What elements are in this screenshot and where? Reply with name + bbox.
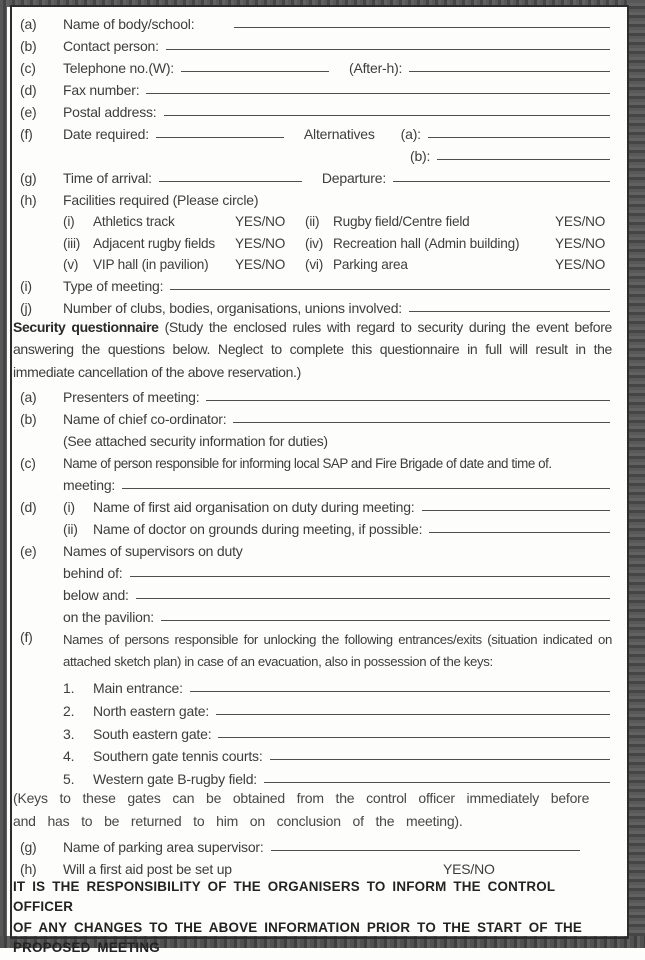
fill-line <box>181 69 329 72</box>
row-gate-north-eastern <box>20 696 612 719</box>
row-first-aid-org <box>20 493 612 515</box>
field-label: Name of first aid organisation on duty during meeting: <box>93 499 415 516</box>
facility-number: (i) <box>63 214 75 230</box>
row-parking-supervisor <box>20 833 612 855</box>
row-contact-person <box>20 32 612 54</box>
item-label: (h) <box>20 192 37 208</box>
yes-no-choice: YES/NO <box>555 257 606 273</box>
field-label: Name of parking area supervisor: <box>63 838 264 855</box>
alternative-b-label: (b): <box>410 148 431 164</box>
item-label: (h) <box>20 860 37 877</box>
fill-line <box>216 712 610 715</box>
item-label: (f) <box>20 629 33 646</box>
fill-line <box>422 508 611 511</box>
field-label: Telephone no.(W): <box>63 60 174 76</box>
facility-number: (vi) <box>305 257 324 273</box>
fill-line <box>409 69 610 72</box>
yes-no-choice: YES/NO <box>443 860 495 877</box>
keys-note-line: and has to be returned to him on conclusion of the meeting). <box>13 812 463 829</box>
row-chief-coordinator <box>20 405 612 427</box>
gate-number: 1. <box>63 680 75 697</box>
row-telephone <box>20 54 612 76</box>
field-label: Name of chief co-ordinator: <box>63 411 227 428</box>
row-coordinator-note <box>20 427 612 449</box>
unlocking-intro: Names of persons responsible for unlocking the following entrances/exits (situation indicated on attached sketch plan) in case of an evacuation, also in possession of the keys: <box>63 632 612 670</box>
fill-line <box>161 618 610 621</box>
yes-no-choice: YES/NO <box>555 235 606 251</box>
fill-line <box>437 157 610 160</box>
gate-label: Main entrance: <box>93 680 183 697</box>
facility-name: Rugby field/Centre field <box>333 214 470 230</box>
fill-line <box>218 735 610 738</box>
gate-number: 2. <box>63 703 75 720</box>
fill-line <box>164 113 611 116</box>
item-label: (c) <box>20 455 36 472</box>
facility-number: (iii) <box>63 235 81 251</box>
fill-line <box>428 135 610 138</box>
fill-line <box>271 848 580 851</box>
field-label: Postal address: <box>63 104 157 120</box>
field-label: Time of arrival: <box>63 170 152 186</box>
security-intro <box>13 316 612 383</box>
item-label: (d) <box>20 499 37 516</box>
fill-line <box>170 287 610 290</box>
item-label: (e) <box>20 543 37 560</box>
gate-number: 4. <box>63 748 75 765</box>
row-number-of-clubs <box>20 294 612 316</box>
row-gate-south-eastern <box>20 719 612 742</box>
form-content <box>13 10 612 959</box>
row-sap-meeting-line <box>20 471 612 493</box>
keys-note-line: (Keys to these gates can be obtained from the control officer immediately before <box>13 790 590 807</box>
responsibility-notice-line: OF ANY CHANGES TO THE ABOVE INFORMATION PRIOR TO THE START OF THE <box>13 919 583 935</box>
duties-note: (See attached security information for duties) <box>63 433 328 450</box>
row-sap-fire-brigade <box>20 449 612 471</box>
fill-line <box>393 179 610 182</box>
gate-label: Western gate B-rugby field: <box>93 771 257 788</box>
facilities-heading: Facilities required (Please circle) <box>63 192 259 208</box>
row-supervisor-behind <box>20 559 612 581</box>
responsibility-notice <box>13 877 614 959</box>
field-label: on the pavilion: <box>63 609 154 626</box>
fill-line <box>190 689 610 692</box>
fill-line <box>159 179 302 182</box>
item-label: (j) <box>20 300 32 317</box>
field-label: Will a first aid post be set up <box>63 860 232 877</box>
yes-no-choice: YES/NO <box>235 257 286 273</box>
row-first-aid-post <box>20 855 612 877</box>
fill-line <box>122 486 610 489</box>
facility-row <box>20 229 612 250</box>
field-label: Fax number: <box>63 82 140 98</box>
responsibility-notice-line: IT IS THE RESPONSIBILITY OF THE ORGANISERS TO INFORM THE CONTROL OFFICER <box>13 878 556 914</box>
gate-label: Southern gate tennis courts: <box>93 748 263 765</box>
row-type-of-meeting <box>20 272 612 294</box>
row-body-school <box>20 10 612 32</box>
field-label: meeting: <box>63 477 116 494</box>
item-label: (d) <box>20 82 37 98</box>
field-label: Type of meeting: <box>63 278 164 295</box>
yes-no-choice: YES/NO <box>555 214 606 230</box>
scan-border-right <box>628 0 645 948</box>
facility-row <box>20 251 612 272</box>
item-label: (b) <box>20 38 37 54</box>
field-label: Name of doctor on grounds during meeting, if possible: <box>93 521 423 538</box>
field-label: Contact person: <box>63 38 159 54</box>
keys-note <box>13 787 612 832</box>
sub-item-number: (ii) <box>63 521 78 538</box>
fill-line <box>156 135 284 138</box>
facility-number: (v) <box>63 257 79 273</box>
fill-line <box>429 530 610 533</box>
fill-line <box>233 420 610 423</box>
item-label: (a) <box>20 16 37 32</box>
fill-line <box>136 596 610 599</box>
row-date-required <box>20 120 612 142</box>
fill-line <box>234 25 610 28</box>
field-label: Number of clubs, bodies, organisations, unions involved: <box>63 300 402 317</box>
yes-no-choice: YES/NO <box>235 214 286 230</box>
facility-number: (iv) <box>305 235 324 251</box>
fill-line <box>146 91 610 94</box>
alternative-a-label: (a): <box>400 126 421 142</box>
yes-no-choice: YES/NO <box>235 235 286 251</box>
fill-line <box>206 398 610 401</box>
row-supervisor-below <box>20 581 612 603</box>
row-presenters <box>20 383 612 405</box>
responsibility-notice-line: PROPOSED MEETING <box>13 940 160 955</box>
field-label: Name of person responsible for informing local SAP and Fire Brigade of date and time of. <box>63 456 552 472</box>
field-label: Name of body/school: <box>63 16 195 32</box>
facility-name: Recreation hall (Admin building) <box>333 235 520 251</box>
field-label: Date required: <box>63 126 149 142</box>
item-label: (g) <box>20 170 37 186</box>
item-label: (a) <box>20 389 37 406</box>
facility-name: Adjacent rugby fields <box>93 235 215 251</box>
item-label: (g) <box>20 838 37 855</box>
row-gate-western-rugby <box>20 764 612 787</box>
fill-line <box>409 309 610 312</box>
row-facilities-heading <box>20 186 612 208</box>
facility-row <box>20 208 612 229</box>
row-gate-main <box>20 674 612 697</box>
gate-label: North eastern gate: <box>93 703 210 720</box>
fill-line <box>166 47 610 50</box>
scan-border-left <box>0 0 7 948</box>
facility-name: VIP hall (in pavilion) <box>93 257 209 273</box>
facility-number: (ii) <box>305 214 320 230</box>
row-gate-southern-tennis <box>20 742 612 765</box>
departure-label: Departure: <box>321 170 387 186</box>
gate-number: 5. <box>63 771 75 788</box>
item-label: (i) <box>20 278 32 295</box>
row-supervisors-heading <box>20 537 612 559</box>
row-doctor <box>20 515 612 537</box>
row-supervisor-pavilion <box>20 603 612 625</box>
field-label: behind of: <box>63 565 123 582</box>
fill-line <box>270 757 610 760</box>
field-label: below and: <box>63 587 129 604</box>
gate-number: 3. <box>63 725 75 742</box>
security-heading: Security questionnaire <box>13 319 159 336</box>
field-label: Names of supervisors on duty <box>63 543 243 560</box>
alternatives-label: Alternatives <box>303 126 375 142</box>
gate-label: South eastern gate: <box>93 725 212 742</box>
item-label: (f) <box>20 126 33 142</box>
security-intro-text: (Study the enclosed rules with regard to security during the event before answering the questions below. Neglect to complete this questionnaire in full will result in the immediate cancellation of the above reservation.) <box>13 319 612 380</box>
row-alternative-b <box>20 142 612 164</box>
sub-item-number: (i) <box>63 499 75 516</box>
item-label: (b) <box>20 411 37 428</box>
item-label: (c) <box>20 60 36 76</box>
row-time-arrival <box>20 164 612 186</box>
row-postal-address <box>20 98 612 120</box>
row-fax <box>20 76 612 98</box>
fill-line <box>264 780 610 783</box>
facility-name: Parking area <box>333 257 408 273</box>
facility-name: Athletics track <box>93 214 175 230</box>
fill-line <box>130 574 611 577</box>
field-label: Presenters of meeting: <box>63 389 200 406</box>
item-label: (e) <box>20 104 37 120</box>
field-label-after-hours: (After-h): <box>349 60 403 76</box>
